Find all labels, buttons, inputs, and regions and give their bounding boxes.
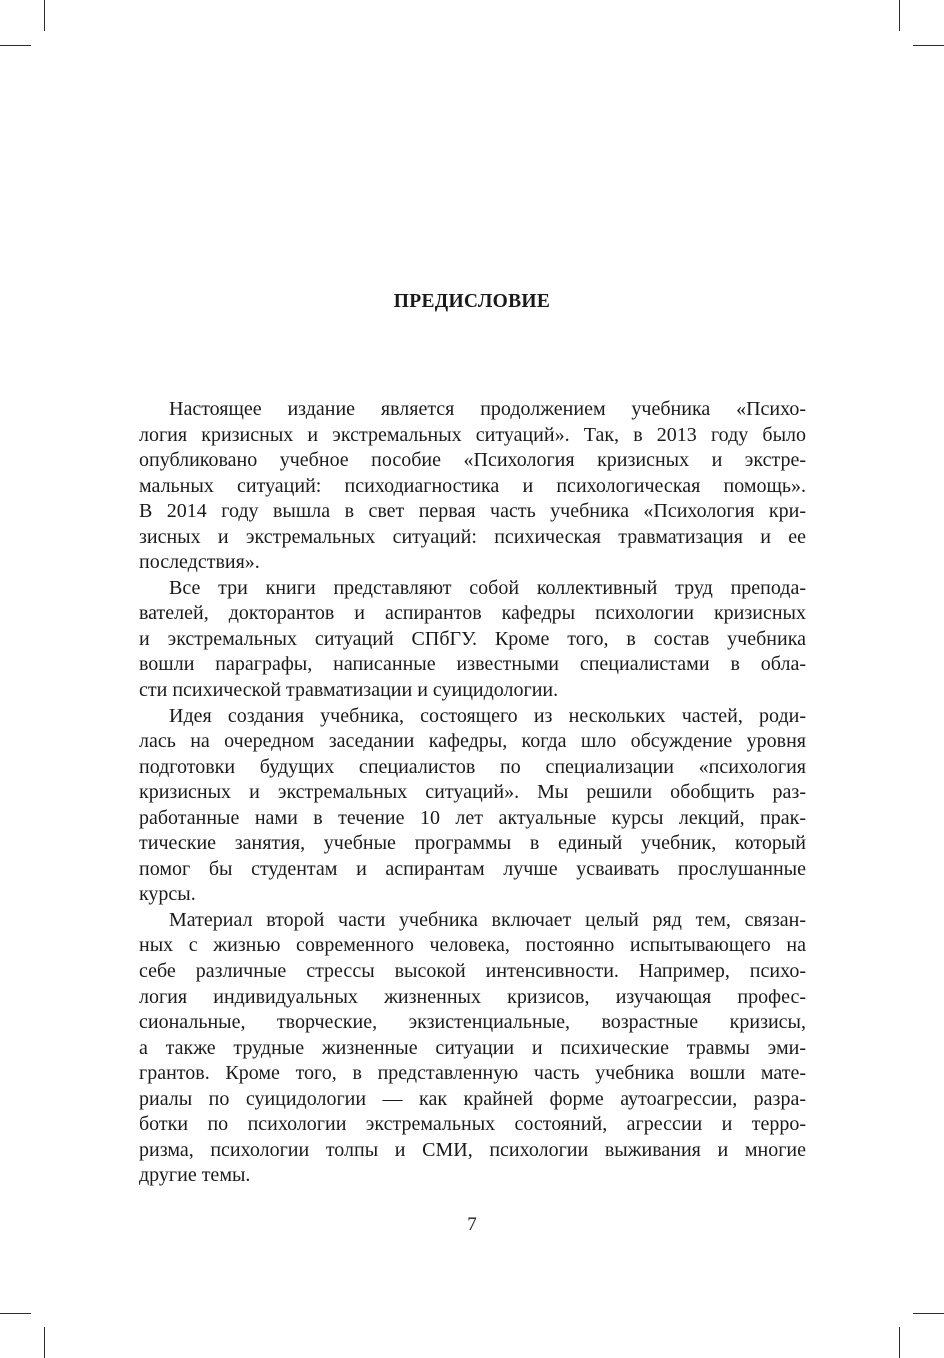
text-line: Материал второй части учебника включает целый ряд тем, связан- xyxy=(169,908,806,931)
text-line: кризисных и экстремальных ситуаций». Мы решили обобщить раз- xyxy=(139,781,806,804)
crop-mark-bottom-right-h xyxy=(913,1313,944,1314)
text-line: тические занятия, учебные программы в единый учебник, который xyxy=(139,832,806,855)
page-title: ПРЕДИСЛОВИЕ xyxy=(393,291,551,312)
text-line: а также трудные жизненные ситуации и психические травмы эми- xyxy=(139,1036,806,1059)
text-line: Настоящее издание является продолжением учебника «Психо- xyxy=(169,398,806,420)
text-line: и экстремальных ситуаций СПбГУ. Кроме того, в состав учебника xyxy=(139,627,806,650)
crop-mark-top-right-v xyxy=(899,0,900,31)
page-number: 7 xyxy=(467,1214,477,1235)
text-line: лась на очередном заседании кафедры, когда шло обсуждение уровня xyxy=(139,730,806,753)
text-line: подготовки будущих специалистов по специализации «психология xyxy=(139,755,806,778)
text-line: грантов. Кроме того, в представленную часть учебника вошли мате- xyxy=(139,1062,806,1085)
text-line: В 2014 году вышла в свет первая часть учебника «Психология кри- xyxy=(139,500,806,523)
crop-mark-bottom-left-v xyxy=(44,1327,45,1358)
text-line: последствия». xyxy=(139,551,260,574)
text-line: помог бы студентам и аспирантам лучше усваивать прослушанные xyxy=(139,857,806,880)
text-line: логия индивидуальных жизненных кризисов, изучающая профес- xyxy=(139,985,806,1008)
text-line: сиональные, творческие, экзистенциальные, возрастные кризисы, xyxy=(139,1011,806,1034)
text-line: риалы по суицидологии — как крайней форме аутоагрессии, разра- xyxy=(139,1087,806,1110)
text-line: работанные нами в течение 10 лет актуальные курсы лекций, прак- xyxy=(139,806,806,829)
text-line: ризма, психологии толпы и СМИ, психологии выживания и многие xyxy=(139,1138,806,1161)
body-text xyxy=(139,397,806,1189)
crop-mark-top-right-h xyxy=(913,45,944,46)
text-line: Все три книги представляют собой коллективный труд препода- xyxy=(169,576,806,599)
text-line: логия кризисных и экстремальных ситуаций». Так, в 2013 году было xyxy=(139,423,806,446)
text-line: сти психической травматизации и суицидологии. xyxy=(139,679,559,702)
crop-mark-bottom-right-v xyxy=(899,1327,900,1358)
text-line: Идея создания учебника, состоящего из нескольких частей, роди- xyxy=(169,704,806,727)
text-line: вателей, докторантов и аспирантов кафедры психологии кризисных xyxy=(139,602,806,625)
text-line: другие темы. xyxy=(139,1164,251,1187)
text-line: ных с жизнью современного человека, постоянно испытывающего на xyxy=(139,934,806,957)
text-line: опубликовано учебное пособие «Психология кризисных и экстре- xyxy=(139,449,806,472)
text-line: вошли параграфы, написанные известными специалистами в обла- xyxy=(139,653,806,676)
text-line: себе различные стрессы высокой интенсивности. Например, психо- xyxy=(139,960,806,983)
text-line: курсы. xyxy=(139,883,196,906)
text-line: мальных ситуаций: психодиагностика и психологическая помощь». xyxy=(139,474,806,497)
crop-mark-bottom-left-h xyxy=(0,1313,31,1314)
text-line: ботки по психологии экстремальных состояний, агрессии и терро- xyxy=(139,1113,806,1136)
crop-mark-top-left-v xyxy=(44,0,45,31)
text-line: зисных и экстремальных ситуаций: психическая травматизация и ее xyxy=(139,525,806,548)
crop-mark-top-left-h xyxy=(0,45,31,46)
